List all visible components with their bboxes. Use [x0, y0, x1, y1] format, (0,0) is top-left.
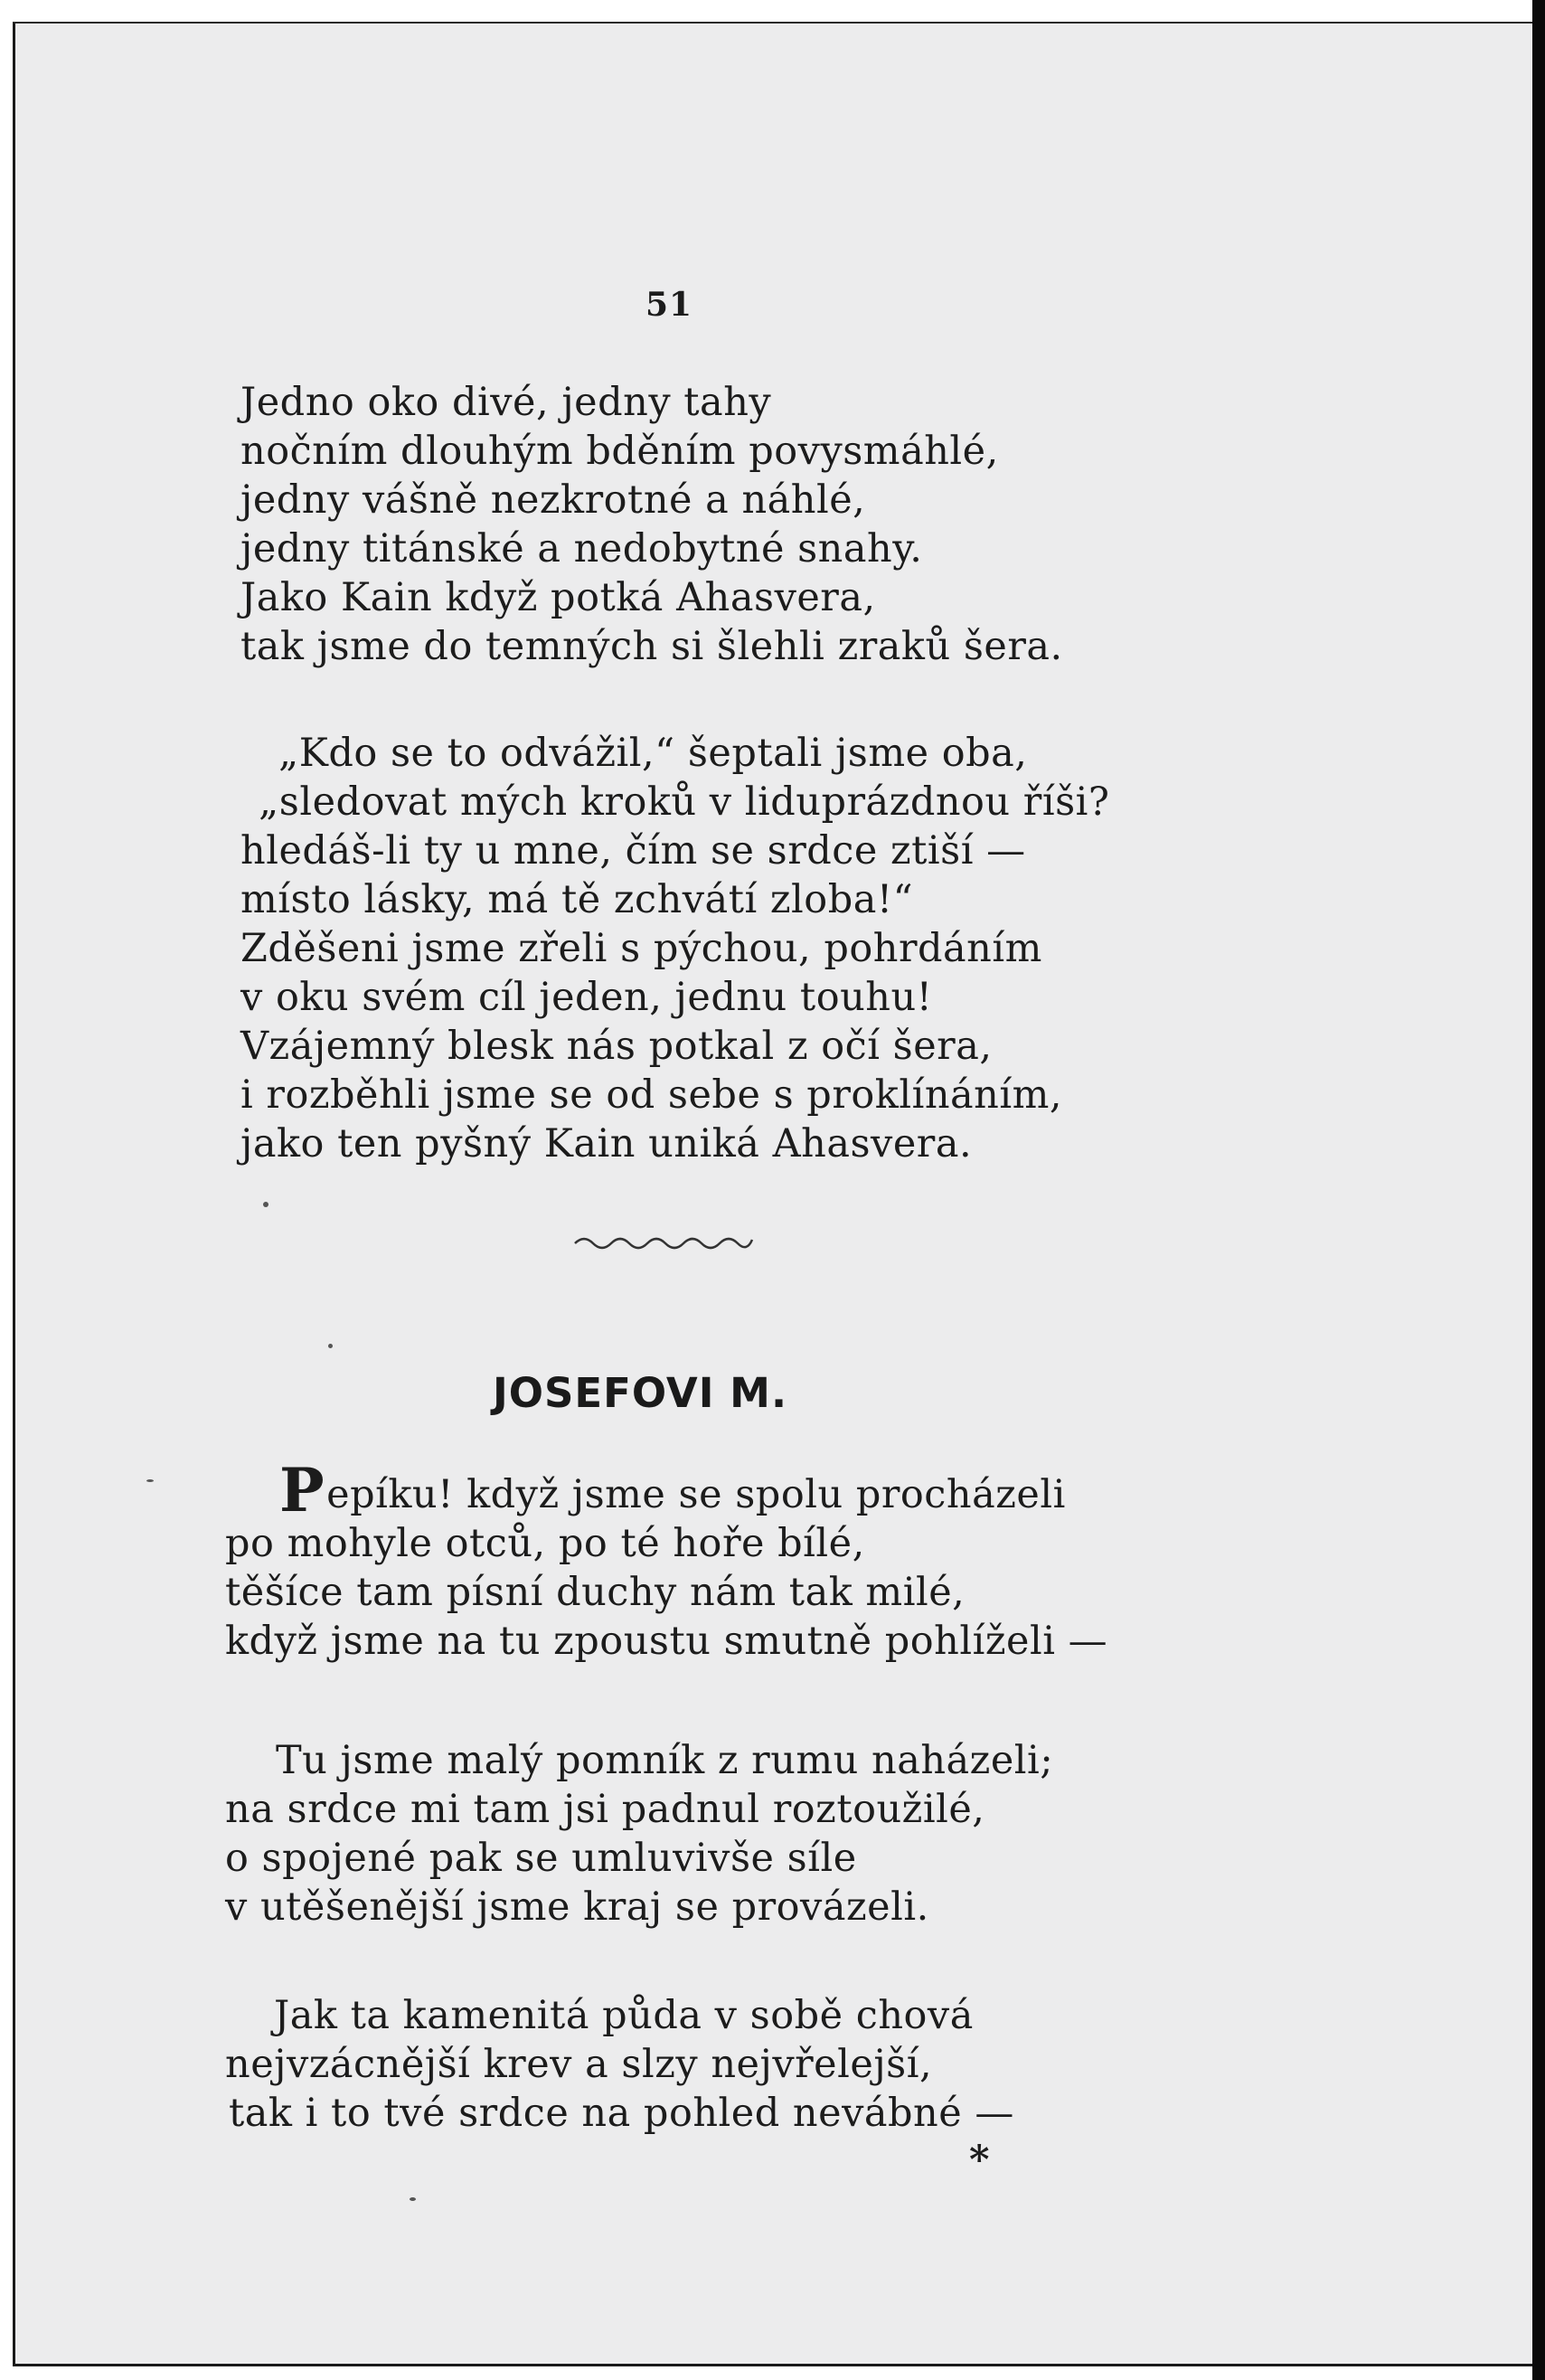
verse-line-text: epíku! když jsme se spolu procházeli [326, 1472, 1066, 1517]
print-speck [328, 1344, 333, 1348]
verse-line: „Kdo se to odvážil,“ šeptali jsme oba, [278, 731, 1028, 776]
verse-line: Jak ta kamenitá půda v sobě chová [274, 1993, 974, 2038]
verse-line: Tu jsme malý pomník z rumu naházeli; [276, 1738, 1054, 1783]
print-speck [146, 1479, 154, 1482]
page-edge [1532, 0, 1545, 2380]
verse-line: hledáš-li ty u mne, čím se srdce ztiší — [240, 828, 1026, 874]
verse-line: nočním dlouhým bděním povysmáhlé, [240, 429, 999, 474]
print-speck [263, 1202, 268, 1207]
book-page [13, 22, 1532, 2366]
poem1-stanza2 [240, 729, 1109, 1168]
verse-line: Jako Kain když potká Ahasvera, [240, 575, 876, 620]
verse-line: na srdce mi tam jsi padnul roztoužilé, [225, 1787, 985, 1832]
verse-line: jako ten pyšný Kain uniká Ahasvera. [240, 1121, 973, 1166]
verse-line: jedny titánské a nedobytné snahy. [240, 526, 923, 571]
verse-line: Vzájemný blesk nás potkal z očí šera, [240, 1024, 993, 1069]
verse-line: o spojené pak se umluvivše síle [225, 1836, 857, 1881]
verse-line: místo lásky, má tě zchvátí zloba!“ [240, 877, 914, 922]
wave-ornament-icon [573, 1231, 754, 1258]
verse-line: Zděšeni jsme zřeli s pýchou, pohrdáním [240, 926, 1042, 971]
print-speck [410, 2197, 416, 2201]
poem2-stanza2 [225, 1736, 1053, 1931]
verse-line: „sledovat mých kroků v liduprázdnou říši? [259, 779, 1110, 825]
verse-line: nejvzácnější krev a slzy nejvřelejší, [225, 2042, 933, 2087]
verse-line: po mohyle otců, po té hoře bílé, [225, 1521, 865, 1566]
asterisk-mark: * [969, 2138, 990, 2183]
verse-line [225, 1455, 1107, 1525]
verse-line: jedny vášně nezkrotné a náhlé, [240, 477, 866, 523]
poem2-stanza3 [225, 1991, 1014, 2138]
verse-line: Jedno oko divé, jedny tahy [240, 380, 772, 425]
verse-line: i rozběhli jsme se od sebe s proklínáním, [240, 1072, 1063, 1118]
verse-line: v oku svém cíl jeden, jednu touhu! [240, 975, 933, 1020]
verse-line: těšíce tam písní duchy nám tak milé, [225, 1570, 966, 1615]
poem2-stanza1 [225, 1455, 1108, 1666]
page-number: 51 [645, 286, 693, 324]
poem1-stanza1 [240, 378, 1063, 671]
drop-capital: P [279, 1455, 325, 1525]
poem-title: JOSEFOVI M. [493, 1369, 788, 1417]
verse-line: v utěšenější jsme kraj se provázeli. [225, 1884, 929, 1930]
verse-line: tak jsme do temných si šlehli zraků šera. [240, 624, 1063, 669]
verse-line: tak i to tvé srdce na pohled nevábné — [229, 2091, 1014, 2136]
verse-line: když jsme na tu zpoustu smutně pohlíželi — [225, 1619, 1108, 1664]
